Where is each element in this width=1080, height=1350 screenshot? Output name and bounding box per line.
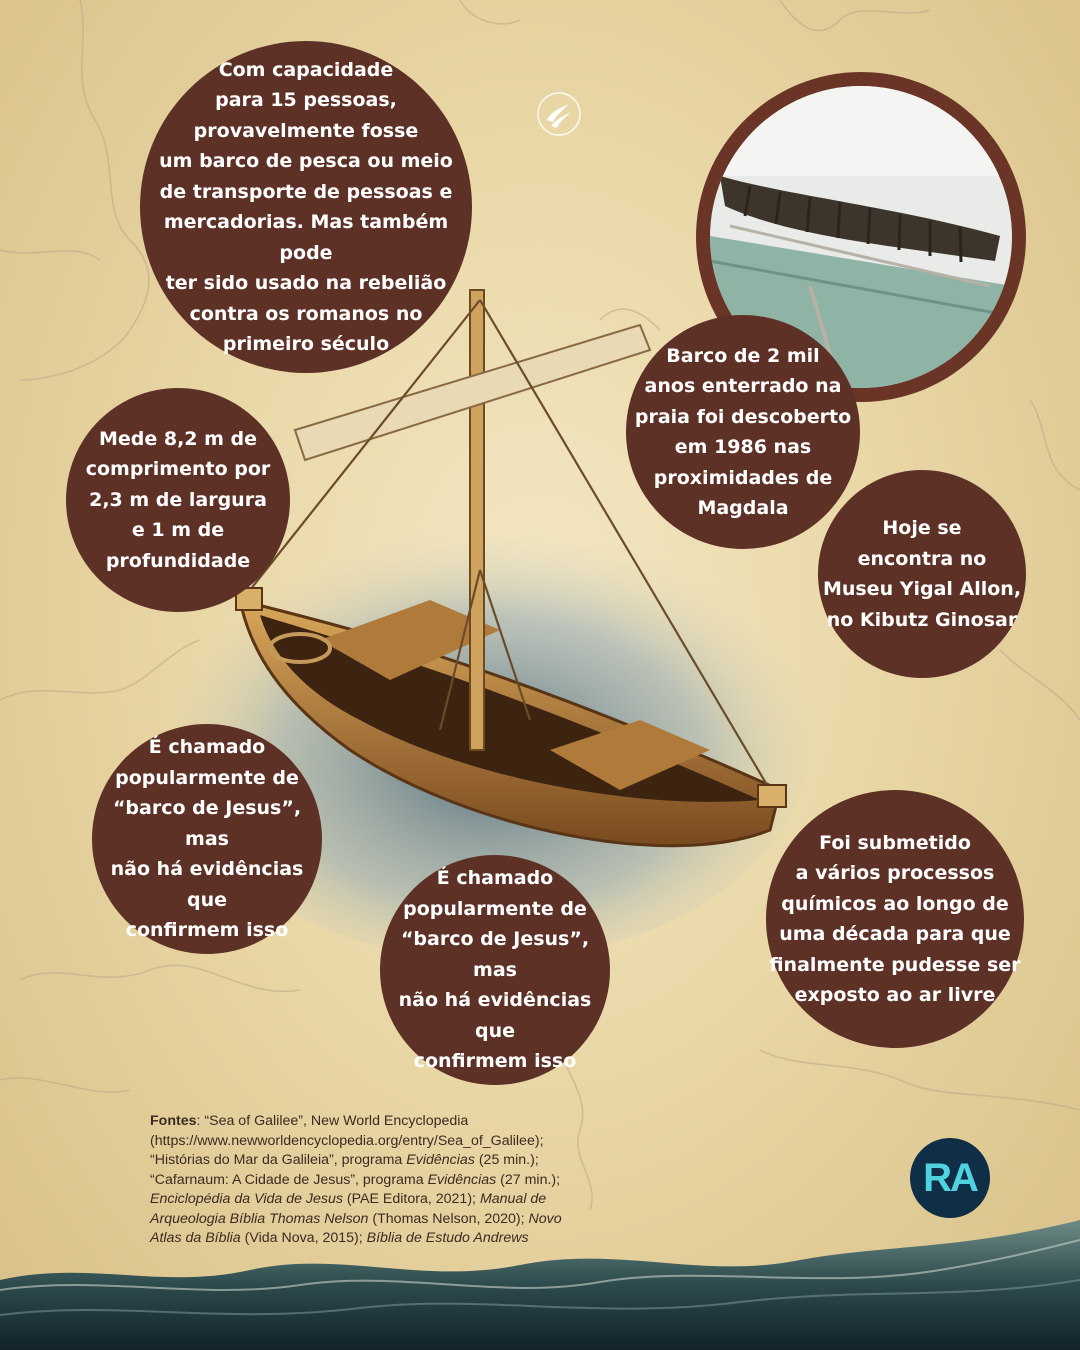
nickname-text-center: É chamado popularmente de “barco de Jesus”, mas não há evidências que confirmem isso: [398, 867, 592, 1073]
processes-bubble: [766, 790, 1024, 1048]
sea-waves-illustration: [0, 1190, 1080, 1350]
sources-label: Fontes: [150, 1113, 197, 1129]
capacity-text: Com capacidade para 15 pessoas, provavelmente fosse um barco de pesca ou meio de transporte de pessoas e mercadorias. Mas também pode ter sido usado na rebelião contra os romanos no primeiro século: [159, 58, 453, 355]
nickname-bubble-center: [380, 855, 610, 1085]
sources-line-6: Arqueologia Bíblia Thomas Nelson (Thomas Nelson, 2020); Novo: [150, 1210, 562, 1227]
sources-line-7: Atlas da Bíblia (Vida Nova, 2015); Bíblia de Estudo Andrews: [150, 1230, 529, 1246]
sources-line-3: “Histórias do Mar da Galileia”, programa Evidências (25 min.);: [150, 1152, 539, 1168]
sources-line-1: Fontes: “Sea of Galilee”, New World Encyclopedia: [150, 1113, 469, 1129]
sources-line-4: “Cafarnaum: A Cidade de Jesus”, programa Evidências (27 min.);: [150, 1171, 561, 1188]
nickname-text-left: É chamado popularmente de “barco de Jesus”, mas não há evidências que confirmem isso: [110, 736, 304, 942]
sources-line-2: (https://www.newworldencyclopedia.org/entry/Sea_of_Galilee);: [150, 1132, 544, 1149]
processes-text: Foi submetido a vários processos químicos ao longo de uma década para que finalmente pudesse ser exposto ao ar livre: [769, 831, 1021, 1006]
capacity-bubble: [140, 41, 472, 373]
dimensions-bubble: [66, 388, 290, 612]
discovery-text: Barco de 2 mil anos enterrado na praia foi descoberto em 1986 nas proximidades de Magdala: [634, 344, 852, 519]
museum-bubble: [818, 470, 1026, 678]
ra-logo-text: RA: [923, 1155, 977, 1200]
sources-line-5: Enciclopédia da Vida de Jesus (PAE Editora, 2021); Manual de: [150, 1191, 547, 1207]
dimensions-text: Mede 8,2 m de comprimento por 2,3 m de largura e 1 m de profundidade: [85, 427, 271, 572]
museum-text: Hoje se encontra no Museu Yigal Allon, no Kibutz Ginosar: [822, 517, 1022, 631]
adventist-flame-icon: [537, 92, 581, 136]
nickname-bubble-left: [92, 724, 322, 954]
